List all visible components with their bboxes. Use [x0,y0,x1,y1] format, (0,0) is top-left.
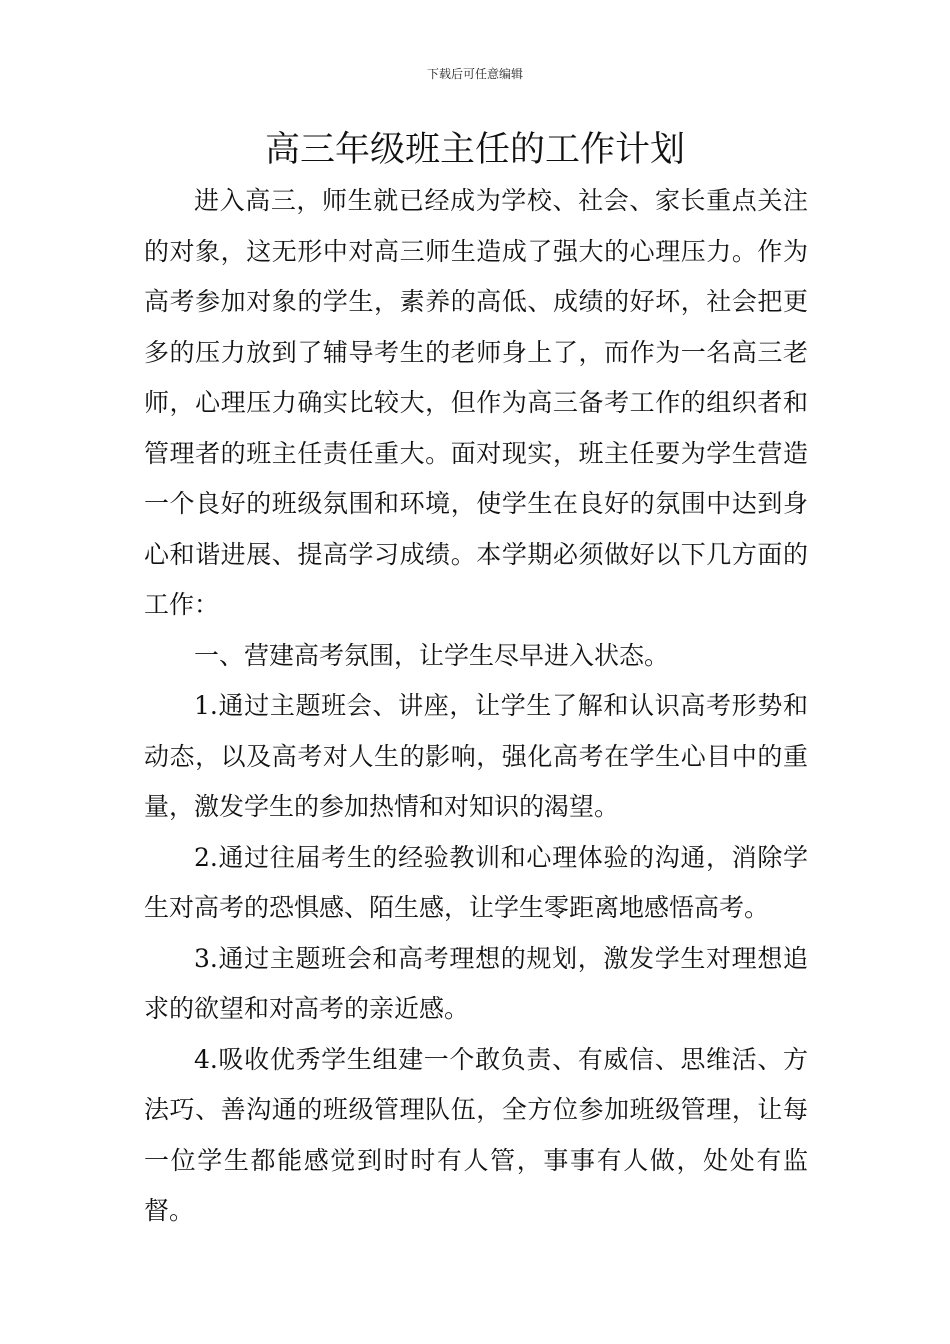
list-item-1: 1.通过主题班会、讲座，让学生了解和认识高考形势和动态，以及高考对人生的影响，强化高考在学生心目中的重量，激发学生的参加热情和对知识的渴望。 [144,691,808,821]
list-item-2: 2.通过往届考生的经验教训和心理体验的沟通，消除学生对高考的恐惧感、陌生感，让学生零距离地感悟高考。 [144,842,808,922]
section-heading-1: 一、营建高考氛围，让学生尽早进入状态。 [194,640,670,670]
list-item-3: 3.通过主题班会和高考理想的规划，激发学生对理想追求的欲望和对高考的亲近感。 [144,943,808,1023]
intro-paragraph: 进入高三，师生就已经成为学校、社会、家长重点关注的对象，这无形中对高三师生造成了强大的心理压力。作为高考参加对象的学生，素养的高低、成绩的好坏，社会把更多的压力放到了辅导考生的老师身上了，而作为一名高三老师，心理压力确实比较大，但作为高三备考工作的组织者和管理者的班主任责任重大。面对现实，班主任要为学生营造一个良好的班级氛围和环境，使学生在良好的氛围中达到身心和谐进展、提高学习成绩。本学期必须做好以下几方面的工作： [144,186,808,619]
page-header-note: 下载后可任意编辑 [426,67,523,81]
list-item-4: 4.吸收优秀学生组建一个敢负责、有威信、思维活、方法巧、善沟通的班级管理队伍，全方位参加班级管理，让每一位学生都能感觉到时时有人管，事事有人做，处处有监督。 [144,1044,808,1225]
document-body [144,176,808,1237]
document-title: 高三年级班主任的工作计划 [264,130,685,170]
